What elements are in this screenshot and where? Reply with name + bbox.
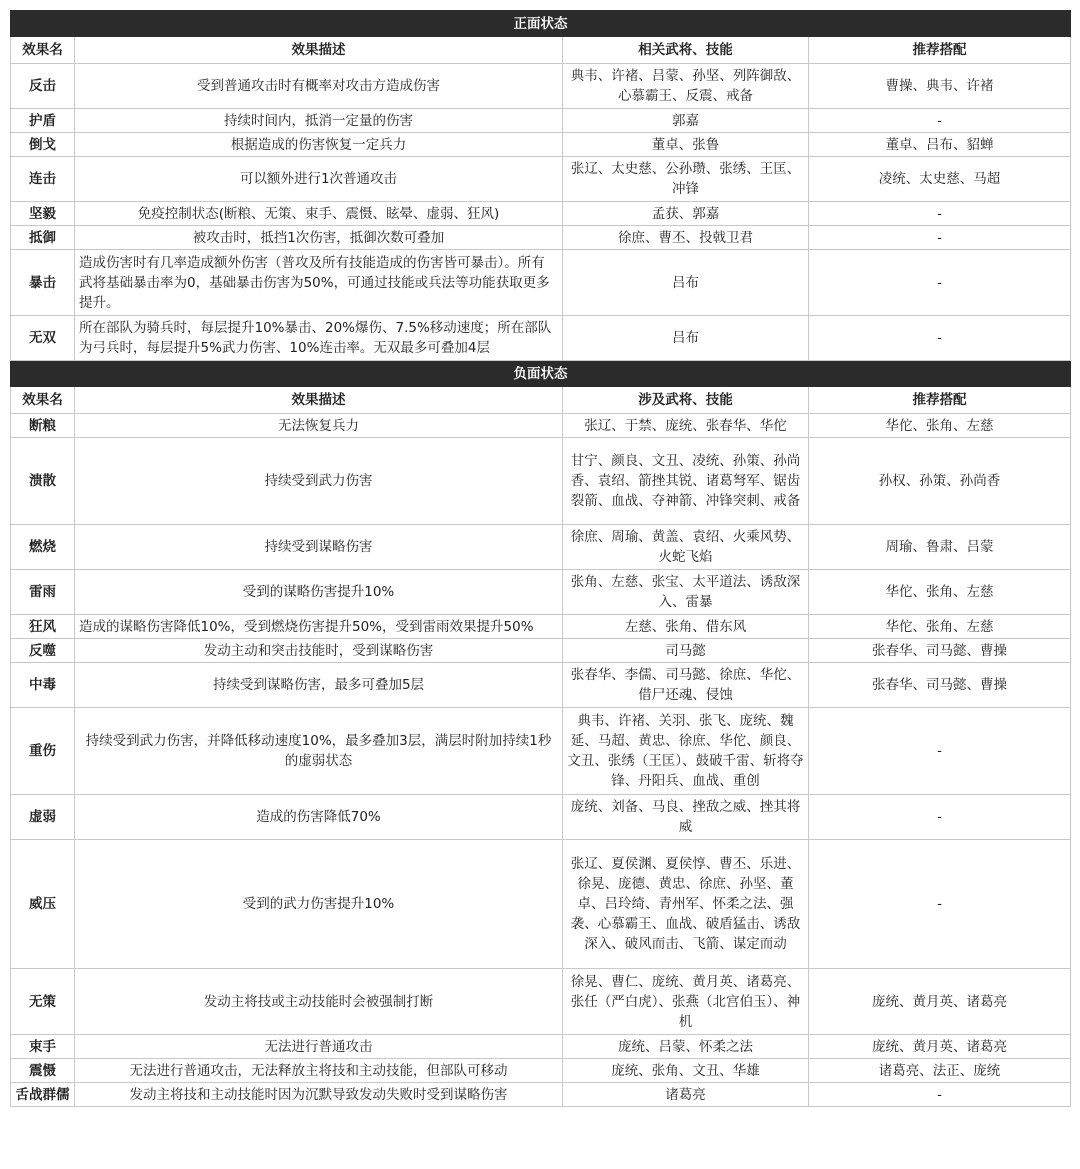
- effect-name-cell: 暴击: [11, 250, 75, 316]
- recommended-combo-cell: 诸葛亮、法正、庞统: [809, 1059, 1071, 1083]
- effect-desc-cell: 受到的谋略伤害提升10%: [75, 570, 563, 615]
- table-body: [11, 11, 1071, 1107]
- effect-desc-cell: 造成伤害时有几率造成额外伤害（普攻及所有技能造成的伤害皆可暴击）。所有武将基础暴击率为0，基础暴击伤害为50%，可通过技能或兵法等功能获取更多提升。: [75, 250, 563, 316]
- effect-name-cell: 反击: [11, 64, 75, 109]
- table-row: [11, 708, 1071, 795]
- effect-name-cell: 狂风: [11, 615, 75, 639]
- effect-desc-cell: 持续受到谋略伤害: [75, 525, 563, 570]
- related-generals-cell: 张辽、夏侯渊、夏侯惇、曹丕、乐进、徐晃、庞德、黄忠、徐庶、孙坚、董卓、吕玲绮、青州军、怀柔之法、强袭、心慕霸王、血战、破盾猛击、诱敌深入、破风而击、飞箭、谋定而动: [563, 840, 809, 969]
- section-header-negative: [11, 361, 1071, 387]
- effect-desc-cell: 根据造成的伤害恢复一定兵力: [75, 133, 563, 157]
- related-generals-cell: 司马懿: [563, 639, 809, 663]
- table-row: [11, 64, 1071, 109]
- related-generals-cell: 典韦、许褚、关羽、张飞、庞统、魏延、马超、黄忠、徐庶、华佗、颜良、文丑、张绣（王匡）、鼓破千雷、斩将夺锋、丹阳兵、血战、重创: [563, 708, 809, 795]
- table-row: [11, 1083, 1071, 1107]
- related-generals-cell: 吕布: [563, 316, 809, 361]
- table-row: [11, 109, 1071, 133]
- recommended-combo-cell: 庞统、黄月英、诸葛亮: [809, 1035, 1071, 1059]
- table-row: [11, 1059, 1071, 1083]
- effect-name-cell: 震慑: [11, 1059, 75, 1083]
- effect-name-cell: 无双: [11, 316, 75, 361]
- recommended-combo-cell: -: [809, 316, 1071, 361]
- recommended-combo-cell: 凌统、太史慈、马超: [809, 157, 1071, 202]
- effect-desc-cell: 发动主将技或主动技能时会被强制打断: [75, 969, 563, 1035]
- recommended-combo-cell: 华佗、张角、左慈: [809, 615, 1071, 639]
- effect-desc-cell: 受到普通攻击时有概率对攻击方造成伤害: [75, 64, 563, 109]
- effect-name-cell: 中毒: [11, 663, 75, 708]
- effect-name-cell: 倒戈: [11, 133, 75, 157]
- table-row: [11, 226, 1071, 250]
- effect-desc-cell: 无法进行普通攻击，无法释放主将技和主动技能，但部队可移动: [75, 1059, 563, 1083]
- section-title: 负面状态: [11, 361, 1071, 387]
- recommended-combo-cell: 董卓、吕布、貂蝉: [809, 133, 1071, 157]
- effect-name-cell: 无策: [11, 969, 75, 1035]
- column-header-related: 相关武将、技能: [563, 37, 809, 64]
- section-header-positive: [11, 11, 1071, 37]
- effect-desc-cell: 发动主将技和主动技能时因为沉默导致发动失败时受到谋略伤害: [75, 1083, 563, 1107]
- column-header-name: 效果名: [11, 37, 75, 64]
- effect-desc-cell: 发动主动和突击技能时，受到谋略伤害: [75, 639, 563, 663]
- related-generals-cell: 庞统、刘备、马良、挫敌之威、挫其将威: [563, 795, 809, 840]
- column-header-name: 效果名: [11, 387, 75, 414]
- effect-name-cell: 护盾: [11, 109, 75, 133]
- related-generals-cell: 张春华、李儒、司马懿、徐庶、华佗、借尸还魂、侵蚀: [563, 663, 809, 708]
- recommended-combo-cell: -: [809, 1083, 1071, 1107]
- recommended-combo-cell: -: [809, 708, 1071, 795]
- effect-name-cell: 重伤: [11, 708, 75, 795]
- effect-name-cell: 坚毅: [11, 202, 75, 226]
- table-row: [11, 1035, 1071, 1059]
- effect-desc-cell: 造成的伤害降低70%: [75, 795, 563, 840]
- effect-name-cell: 舌战群儒: [11, 1083, 75, 1107]
- effect-desc-cell: 持续时间内，抵消一定量的伤害: [75, 109, 563, 133]
- effect-desc-cell: 所在部队为骑兵时，每层提升10%暴击、20%爆伤、7.5%移动速度；所在部队为弓兵时，每层提升5%武力伤害、10%连击率。无双最多可叠加4层: [75, 316, 563, 361]
- effect-desc-cell: 无法恢复兵力: [75, 414, 563, 438]
- related-generals-cell: 庞统、张角、文丑、华雄: [563, 1059, 809, 1083]
- recommended-combo-cell: -: [809, 795, 1071, 840]
- effect-desc-cell: 被攻击时，抵挡1次伤害，抵御次数可叠加: [75, 226, 563, 250]
- table-row: [11, 250, 1071, 316]
- related-generals-cell: 徐庶、周瑜、黄盖、袁绍、火乘风势、火蛇飞焰: [563, 525, 809, 570]
- recommended-combo-cell: -: [809, 109, 1071, 133]
- recommended-combo-cell: 华佗、张角、左慈: [809, 570, 1071, 615]
- table-row: [11, 615, 1071, 639]
- recommended-combo-cell: -: [809, 202, 1071, 226]
- effect-desc-cell: 可以额外进行1次普通攻击: [75, 157, 563, 202]
- effect-name-cell: 断粮: [11, 414, 75, 438]
- related-generals-cell: 徐晃、曹仁、庞统、黄月英、诸葛亮、张任（严白虎）、张燕（北宫伯玉）、神机: [563, 969, 809, 1035]
- status-effects-table: [10, 10, 1071, 1107]
- effect-desc-cell: 受到的武力伤害提升10%: [75, 840, 563, 969]
- table-row: [11, 414, 1071, 438]
- related-generals-cell: 左慈、张角、借东风: [563, 615, 809, 639]
- related-generals-cell: 郭嘉: [563, 109, 809, 133]
- status-effects-table-container: [10, 10, 1070, 1107]
- effect-desc-cell: 持续受到谋略伤害，最多可叠加5层: [75, 663, 563, 708]
- effect-name-cell: 反噬: [11, 639, 75, 663]
- effect-desc-cell: 造成的谋略伤害降低10%，受到燃烧伤害提升50%，受到雷雨效果提升50%: [75, 615, 563, 639]
- recommended-combo-cell: 张春华、司马懿、曹操: [809, 639, 1071, 663]
- effect-name-cell: 溃散: [11, 438, 75, 525]
- recommended-combo-cell: -: [809, 226, 1071, 250]
- table-row: [11, 438, 1071, 525]
- table-row: [11, 316, 1071, 361]
- column-header-row: [11, 37, 1071, 64]
- recommended-combo-cell: 周瑜、鲁肃、吕蒙: [809, 525, 1071, 570]
- related-generals-cell: 吕布: [563, 250, 809, 316]
- table-row: [11, 969, 1071, 1035]
- related-generals-cell: 庞统、吕蒙、怀柔之法: [563, 1035, 809, 1059]
- recommended-combo-cell: -: [809, 250, 1071, 316]
- table-row: [11, 639, 1071, 663]
- table-row: [11, 840, 1071, 969]
- table-row: [11, 525, 1071, 570]
- recommended-combo-cell: 曹操、典韦、许褚: [809, 64, 1071, 109]
- effect-desc-cell: 持续受到武力伤害: [75, 438, 563, 525]
- related-generals-cell: 董卓、张鲁: [563, 133, 809, 157]
- effect-desc-cell: 免疫控制状态(断粮、无策、束手、震慑、眩晕、虚弱、狂风): [75, 202, 563, 226]
- effect-name-cell: 虚弱: [11, 795, 75, 840]
- recommended-combo-cell: 华佗、张角、左慈: [809, 414, 1071, 438]
- column-header-desc: 效果描述: [75, 37, 563, 64]
- effect-desc-cell: 无法进行普通攻击: [75, 1035, 563, 1059]
- table-row: [11, 570, 1071, 615]
- table-row: [11, 795, 1071, 840]
- effect-name-cell: 燃烧: [11, 525, 75, 570]
- recommended-combo-cell: -: [809, 840, 1071, 969]
- effect-name-cell: 雷雨: [11, 570, 75, 615]
- column-header-recommend: 推荐搭配: [809, 37, 1071, 64]
- column-header-row: [11, 387, 1071, 414]
- effect-name-cell: 束手: [11, 1035, 75, 1059]
- related-generals-cell: 张角、左慈、张宝、太平道法、诱敌深入、雷暴: [563, 570, 809, 615]
- effect-name-cell: 抵御: [11, 226, 75, 250]
- section-title: 正面状态: [11, 11, 1071, 37]
- table-row: [11, 202, 1071, 226]
- effect-desc-cell: 持续受到武力伤害，并降低移动速度10%，最多叠加3层，满层时附加持续1秒的虚弱状态: [75, 708, 563, 795]
- table-row: [11, 157, 1071, 202]
- column-header-recommend: 推荐搭配: [809, 387, 1071, 414]
- recommended-combo-cell: 孙权、孙策、孙尚香: [809, 438, 1071, 525]
- related-generals-cell: 张辽、太史慈、公孙瓒、张绣、王匡、冲锋: [563, 157, 809, 202]
- related-generals-cell: 徐庶、曹丕、投戟卫君: [563, 226, 809, 250]
- table-row: [11, 133, 1071, 157]
- recommended-combo-cell: 张春华、司马懿、曹操: [809, 663, 1071, 708]
- related-generals-cell: 甘宁、颜良、文丑、凌统、孙策、孙尚香、袁绍、箭挫其锐、诸葛弩军、锯齿裂箭、血战、夺神箭、冲锋突刺、戒备: [563, 438, 809, 525]
- related-generals-cell: 典韦、许褚、吕蒙、孙坚、列阵御敌、心慕霸王、反震、戒备: [563, 64, 809, 109]
- column-header-related: 涉及武将、技能: [563, 387, 809, 414]
- related-generals-cell: 诸葛亮: [563, 1083, 809, 1107]
- recommended-combo-cell: 庞统、黄月英、诸葛亮: [809, 969, 1071, 1035]
- related-generals-cell: 孟获、郭嘉: [563, 202, 809, 226]
- effect-name-cell: 威压: [11, 840, 75, 969]
- table-row: [11, 663, 1071, 708]
- column-header-desc: 效果描述: [75, 387, 563, 414]
- related-generals-cell: 张辽、于禁、庞统、张春华、华佗: [563, 414, 809, 438]
- effect-name-cell: 连击: [11, 157, 75, 202]
